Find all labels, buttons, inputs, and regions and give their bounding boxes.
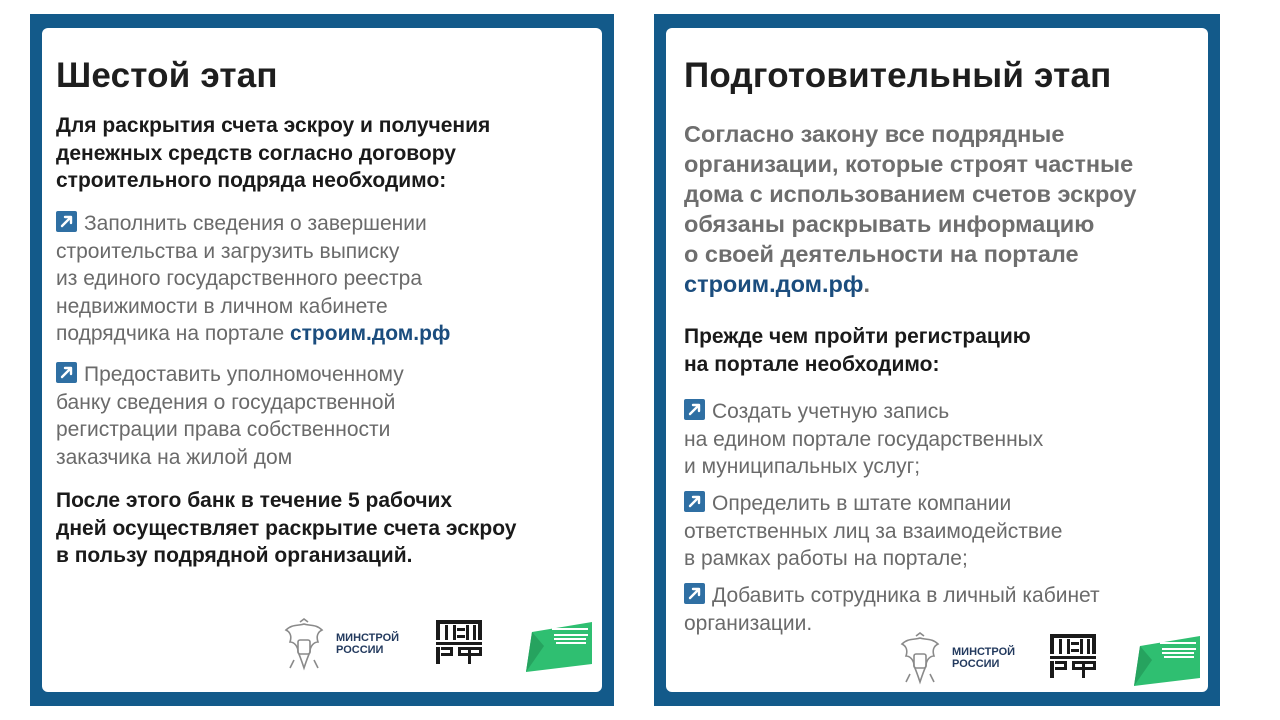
left-item-1 (56, 210, 450, 348)
right-lead-line: организации, которые строят частные (684, 151, 1134, 177)
left-outro-line: После этого банк в течение 5 рабочих (56, 489, 453, 512)
arrow-up-right-icon (684, 491, 705, 512)
right-lead (684, 119, 1136, 299)
right-lead-line: обязаны раскрывать информацию (684, 211, 1095, 237)
right-lead-line: дома с использованием счетов эскроу (684, 181, 1137, 207)
left-item-1-line: из единого государственного реестра (56, 267, 422, 290)
left-item-2 (56, 361, 404, 471)
right-item-1-line: и муниципальных услуг; (684, 455, 921, 478)
left-item-2-line: регистрации права собственности (56, 418, 391, 441)
minstroy-logo (952, 646, 1015, 670)
minstroy-logo (336, 632, 399, 656)
right-item-2-line: ответственных лиц за взаимодействие (684, 519, 1063, 543)
minstroy-logo-line: РОССИИ (952, 658, 1000, 670)
right-subhead (684, 323, 1031, 378)
arrow-up-right-icon (56, 362, 77, 383)
left-outro (56, 487, 516, 570)
right-item-1-line: на едином портале государственных (684, 427, 1044, 451)
right-item-3-line: Добавить сотрудника в личный кабинет (712, 584, 1100, 607)
left-intro (56, 112, 490, 195)
left-intro-line: денежных средств согласно договору (56, 141, 456, 165)
arrow-up-right-icon (684, 583, 705, 604)
right-card-title: Подготовительный этап (684, 56, 1112, 95)
left-item-1-line: подрядчика на портале (56, 322, 285, 345)
arrow-up-right-icon (684, 399, 705, 420)
arrow-up-right-icon (56, 211, 77, 232)
right-item-2-line: в рамках работы на портале; (684, 547, 968, 570)
right-item-3 (684, 582, 1100, 637)
right-item-2-line: Определить в штате компании (712, 492, 1012, 515)
dom-rf-logo (436, 620, 482, 664)
right-card (666, 28, 1208, 692)
right-item-2 (684, 490, 1062, 573)
minstroy-logo-line: МИНСТРОЙ (336, 632, 400, 644)
portal-link[interactable]: строим.дом.рф (289, 322, 451, 345)
left-panel (30, 14, 614, 706)
left-item-1-line: Заполнить сведения о завершении (84, 212, 427, 235)
portal-link[interactable]: строим.дом.рф (684, 271, 864, 297)
right-subhead-line: Прежде чем пройти регистрацию (684, 325, 1031, 348)
left-item-2-line: заказчика на жилой дом (56, 445, 293, 469)
left-intro-line: Для раскрытия счета эскроу и получения (56, 114, 491, 137)
right-item-1 (684, 398, 1043, 481)
left-item-1-line: недвижимости в личном кабинете (56, 294, 388, 318)
left-item-1-line: строительства и загрузить выписку (56, 239, 400, 263)
right-panel (654, 14, 1220, 706)
minstroy-logo-line: РОССИИ (336, 644, 384, 656)
right-lead-suffix: . (863, 271, 870, 297)
right-logos (894, 632, 1206, 688)
left-card (42, 28, 602, 692)
national-projects-logo (1132, 632, 1202, 688)
right-item-3-line: организации. (684, 611, 813, 635)
left-card-title: Шестой этап (56, 56, 278, 95)
right-lead-line: Согласно закону все подрядные (684, 121, 1065, 147)
right-lead-line: о своей деятельности на портале (684, 241, 1079, 267)
right-item-1-line: Создать учетную запись (712, 400, 950, 423)
minstroy-logo-line: МИНСТРОЙ (952, 646, 1016, 658)
left-logos (278, 618, 598, 674)
dom-rf-logo (1050, 634, 1096, 678)
left-intro-line: строительного подряда необходимо: (56, 169, 447, 192)
national-projects-logo (524, 618, 594, 674)
left-item-2-line: банку сведения о государственной (56, 390, 396, 414)
coat-of-arms-icon (278, 618, 330, 674)
coat-of-arms-icon (894, 632, 946, 688)
right-subhead-line: на портале необходимо: (684, 352, 940, 376)
left-item-2-line: Предоставить уполномоченному (84, 363, 404, 386)
left-outro-line: в пользу подрядной организаций. (56, 544, 413, 567)
left-outro-line: дней осуществляет раскрытие счета эскроу (56, 516, 517, 540)
